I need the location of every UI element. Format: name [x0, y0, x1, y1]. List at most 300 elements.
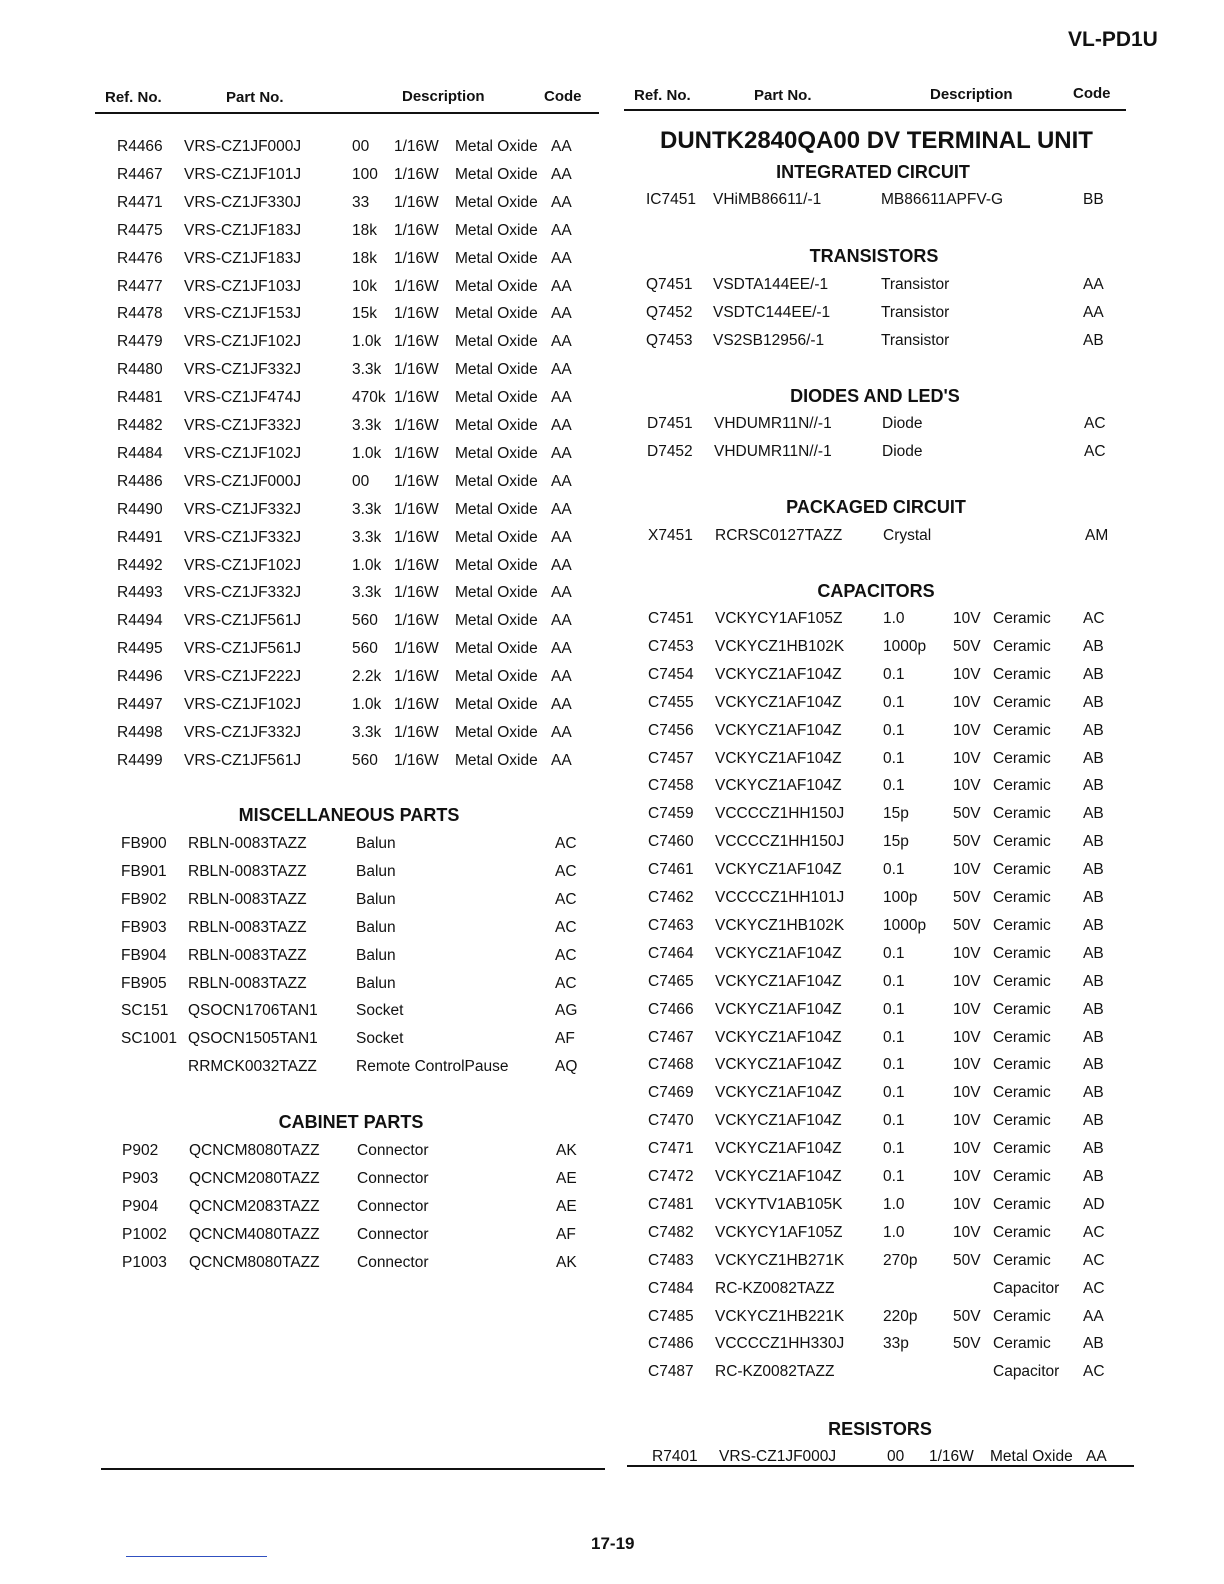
- cell-ref: C7485: [648, 1307, 694, 1325]
- cell-part: QCNCM2080TAZZ: [189, 1169, 320, 1187]
- cell-code: AA: [551, 193, 572, 211]
- cell-ref: R4480: [117, 361, 163, 379]
- cell-val: 3.3k: [352, 417, 382, 434]
- cell-code: AC: [555, 890, 577, 908]
- cell-ref: FB904: [121, 946, 167, 964]
- cell-desc: Metal Oxide: [455, 696, 538, 713]
- cell-desc: Metal Oxide: [455, 305, 538, 323]
- cell-code: AA: [551, 640, 572, 658]
- cell-part: VCKYCZ1HB102K: [715, 916, 845, 934]
- cell-val: 00: [887, 1448, 905, 1465]
- cell-desc: Balun: [356, 974, 396, 992]
- cell-code: AA: [551, 277, 572, 295]
- cell-code: AB: [1083, 1335, 1104, 1353]
- cell-volt: 10V: [953, 1195, 981, 1213]
- cell-desc: Ceramic: [993, 693, 1051, 711]
- cell-desc: Metal Oxide: [455, 193, 538, 211]
- cell-part: RC-KZ0082TAZZ: [715, 1363, 835, 1381]
- cell-val: 0.1: [883, 749, 905, 767]
- cell-part: VCKYCZ1AF104Z: [715, 861, 842, 879]
- cell-code: AA: [551, 138, 572, 155]
- cell-volt: 10V: [953, 944, 981, 962]
- cell-ref: C7456: [648, 721, 694, 739]
- cell-watt: 1/16W: [394, 668, 439, 686]
- cell-code: AA: [551, 165, 572, 183]
- cell-part: RCRSC0127TAZZ: [715, 527, 843, 544]
- cell-desc: Metal Oxide: [455, 640, 538, 658]
- cell-desc: Ceramic: [993, 1251, 1051, 1269]
- cell-volt: 10V: [953, 1168, 981, 1185]
- cell-desc: Balun: [356, 918, 396, 936]
- cell-ref: C7464: [648, 944, 694, 962]
- cell-val: 0.1: [883, 1000, 905, 1018]
- cell-code: AA: [551, 333, 572, 351]
- cell-part: RBLN-0083TAZZ: [188, 835, 307, 852]
- cell-desc: Metal Oxide: [455, 165, 538, 183]
- cell-val: 1.0k: [352, 333, 382, 351]
- cell-desc: Balun: [356, 946, 396, 964]
- cell-val: 1000p: [883, 637, 927, 655]
- cell-val: 0.1: [883, 944, 905, 962]
- cell-ref: R4498: [117, 723, 163, 741]
- cell-code: AC: [1084, 443, 1106, 460]
- cell-ref: R4481: [117, 389, 163, 407]
- cell-volt: 10V: [953, 1084, 981, 1102]
- cell-val: 00: [352, 472, 370, 490]
- cell-code: AA: [551, 612, 572, 630]
- cell-code: AB: [1083, 1140, 1104, 1158]
- cell-part: QSOCN1706TAN1: [188, 1002, 318, 1020]
- cell-desc: Metal Oxide: [455, 723, 538, 741]
- cell-ref: R4478: [117, 305, 163, 323]
- cell-desc: Diode: [882, 443, 923, 460]
- cell-part: VCKYCZ1AF104Z: [715, 665, 842, 683]
- cell-part: VRS-CZ1JF222J: [184, 668, 302, 686]
- cell-code: AA: [551, 221, 572, 239]
- cell-ref: C7453: [648, 637, 694, 655]
- cell-code: AA: [551, 668, 572, 686]
- cell-part: VRS-CZ1JF561J: [184, 640, 302, 658]
- cell-code: AA: [1083, 276, 1104, 293]
- cell-ref: C7451: [648, 610, 694, 627]
- cell-code: AQ: [555, 1058, 578, 1076]
- cell-part: QCNCM2083TAZZ: [189, 1197, 320, 1215]
- cell-watt: 1/16W: [394, 528, 439, 546]
- cell-code: AA: [1083, 1307, 1104, 1325]
- cell-ref: R4471: [117, 193, 163, 211]
- cell-part: VCKYCZ1AF104Z: [715, 693, 842, 711]
- cell-part: VRS-CZ1JF332J: [184, 417, 302, 434]
- cell-part: RBLN-0083TAZZ: [188, 918, 307, 936]
- cell-ref: C7484: [648, 1279, 694, 1297]
- cell-desc: Ceramic: [993, 1140, 1051, 1158]
- cell-code: AB: [1083, 805, 1104, 823]
- section-title-diodes: DIODES AND LED'S: [790, 386, 960, 406]
- cell-desc: Metal Oxide: [990, 1448, 1073, 1465]
- cell-ref: C7460: [648, 833, 694, 851]
- cell-code: AC: [1083, 1363, 1105, 1381]
- cell-ref: D7452: [647, 443, 693, 460]
- cell-desc: Ceramic: [993, 665, 1051, 683]
- cell-ref: FB903: [121, 918, 167, 936]
- model-number: VL-PD1U: [1068, 28, 1158, 51]
- section-title-cabinet: CABINET PARTS: [278, 1112, 424, 1132]
- cell-desc: Ceramic: [993, 721, 1051, 739]
- cell-volt: 10V: [953, 1056, 981, 1074]
- cell-part: VCKYCZ1AF104Z: [715, 749, 842, 767]
- cell-part: RBLN-0083TAZZ: [188, 890, 307, 908]
- cell-part: VCKYCZ1AF104Z: [715, 1056, 842, 1074]
- cell-ref: C7486: [648, 1335, 694, 1353]
- cell-ref: C7469: [648, 1084, 694, 1102]
- cell-desc: Metal Oxide: [455, 668, 538, 686]
- cell-val: 2.2k: [352, 668, 382, 686]
- cell-volt: 10V: [953, 972, 981, 990]
- cell-desc: Balun: [356, 862, 396, 880]
- cell-code: AB: [1083, 916, 1104, 934]
- cell-part: RRMCK0032TAZZ: [188, 1058, 317, 1076]
- cell-ref: C7481: [648, 1195, 694, 1213]
- cell-val: 1000p: [883, 916, 927, 934]
- cell-code: AB: [1083, 833, 1104, 851]
- cell-ref: D7451: [647, 415, 693, 432]
- cell-code: AA: [551, 472, 572, 490]
- cell-ref: FB900: [121, 835, 167, 852]
- cell-val: 15p: [883, 833, 909, 851]
- cell-volt: 10V: [953, 610, 981, 627]
- cell-ref: FB901: [121, 862, 167, 880]
- cell-code: AF: [555, 1030, 575, 1048]
- cell-val: 560: [352, 612, 378, 630]
- cell-ref: C7487: [648, 1363, 694, 1381]
- cell-desc: Connector: [357, 1225, 429, 1243]
- cell-part: VRS-CZ1JF332J: [184, 528, 302, 546]
- cell-desc: Metal Oxide: [455, 138, 538, 155]
- header-desc-left: Description: [402, 88, 485, 105]
- cell-volt: 10V: [953, 693, 981, 711]
- cell-code: AC: [555, 974, 577, 992]
- cell-code: AA: [551, 417, 572, 434]
- cell-code: AA: [551, 751, 572, 769]
- cell-part: VRS-CZ1JF103J: [184, 277, 302, 295]
- cell-volt: 10V: [953, 1000, 981, 1018]
- cell-desc: Diode: [882, 415, 923, 432]
- cell-desc: Connector: [357, 1169, 429, 1187]
- cell-desc: Metal Oxide: [455, 528, 538, 546]
- cell-desc: Metal Oxide: [455, 556, 538, 574]
- cell-desc: Connector: [357, 1142, 429, 1159]
- cell-ref: R4479: [117, 333, 163, 351]
- cell-ref: R4482: [117, 417, 163, 434]
- cell-ref: R4477: [117, 277, 163, 295]
- cell-val: 0.1: [883, 721, 905, 739]
- cell-part: VRS-CZ1JF000J: [719, 1448, 837, 1465]
- cell-desc: Metal Oxide: [455, 612, 538, 630]
- cell-val: 1.0: [883, 1223, 905, 1241]
- cell-val: 0.1: [883, 1168, 905, 1185]
- cell-code: BB: [1083, 191, 1104, 208]
- header-part-right: Part No.: [754, 87, 812, 104]
- cell-part: VRS-CZ1JF332J: [184, 361, 302, 379]
- cell-desc: Metal Oxide: [455, 444, 538, 462]
- cell-part: QCNCM8080TAZZ: [189, 1253, 320, 1271]
- cell-volt: 50V: [953, 1335, 981, 1353]
- cell-code: AG: [555, 1002, 578, 1020]
- header-rule-left: [95, 112, 599, 114]
- cell-val: 1.0k: [352, 696, 382, 713]
- cell-ref: SC151: [121, 1002, 169, 1020]
- cell-code: AA: [551, 584, 572, 602]
- cell-val: 470k: [352, 389, 386, 407]
- cell-part: VCKYTV1AB105K: [715, 1195, 843, 1213]
- header-ref-left: Ref. No.: [105, 89, 162, 106]
- cell-desc: Capacitor: [993, 1363, 1060, 1381]
- cell-part: RBLN-0083TAZZ: [188, 974, 307, 992]
- cell-part: VHDUMR11N//-1: [714, 415, 832, 432]
- cell-desc: Socket: [356, 1030, 404, 1048]
- cell-val: 1.0k: [352, 556, 382, 574]
- cell-code: AE: [556, 1197, 577, 1215]
- cell-desc: Ceramic: [993, 610, 1051, 627]
- cell-val: 100: [352, 165, 378, 183]
- cell-val: 220p: [883, 1307, 918, 1325]
- cell-desc: Ceramic: [993, 1168, 1051, 1185]
- cell-ref: C7463: [648, 916, 694, 934]
- cell-desc: Ceramic: [993, 1307, 1051, 1325]
- cell-code: AA: [551, 249, 572, 267]
- cell-watt: 1/16W: [394, 472, 439, 490]
- cell-volt: 50V: [953, 889, 981, 906]
- cell-ref: C7457: [648, 749, 694, 767]
- cell-code: AB: [1083, 889, 1104, 906]
- cell-ref: R4495: [117, 640, 163, 658]
- cell-val: 0.1: [883, 1112, 905, 1130]
- cell-ref: C7471: [648, 1140, 694, 1158]
- cell-ref: C7466: [648, 1000, 694, 1018]
- cell-watt: 1/16W: [394, 417, 439, 434]
- cell-desc: Ceramic: [993, 1000, 1051, 1018]
- cell-val: 1.0k: [352, 444, 382, 462]
- cell-part: RC-KZ0082TAZZ: [715, 1279, 835, 1297]
- cell-part: VCKYCZ1AF104Z: [715, 1168, 842, 1185]
- cell-code: AF: [556, 1225, 576, 1243]
- cell-code: AB: [1083, 332, 1104, 349]
- cell-ref: R4475: [117, 221, 163, 239]
- cell-ref: P904: [122, 1197, 159, 1215]
- cell-ref: X7451: [648, 527, 693, 544]
- cell-watt: 1/16W: [394, 361, 439, 379]
- cell-val: 3.3k: [352, 723, 382, 741]
- section-title-resistors: RESISTORS: [828, 1419, 932, 1439]
- unit-title: DUNTK2840QA00 DV TERMINAL UNIT: [660, 127, 1093, 154]
- cell-volt: 10V: [953, 1112, 981, 1130]
- cell-val: 00: [352, 138, 370, 155]
- cell-volt: 10V: [953, 665, 981, 683]
- cell-val: 0.1: [883, 1028, 905, 1046]
- cell-val: 0.1: [883, 693, 905, 711]
- header-code-left: Code: [544, 88, 582, 105]
- cell-desc: Ceramic: [993, 1223, 1051, 1241]
- page-number: 17-19: [591, 1534, 635, 1553]
- cell-part: VRS-CZ1JF330J: [184, 193, 302, 211]
- header-part-left: Part No.: [226, 89, 284, 106]
- cell-code: AC: [1083, 1223, 1105, 1241]
- cell-part: VCCCCZ1HH150J: [715, 805, 845, 823]
- cell-desc: Ceramic: [993, 972, 1051, 990]
- cell-val: 15p: [883, 805, 909, 823]
- cell-watt: 1/16W: [394, 138, 439, 155]
- cell-code: AB: [1083, 1056, 1104, 1074]
- footer-rule-right: [627, 1465, 1134, 1467]
- cell-part: VCKYCZ1AF104Z: [715, 1140, 842, 1158]
- cell-watt: 1/16W: [394, 249, 439, 267]
- cell-part: VCKYCZ1AF104Z: [715, 1084, 842, 1102]
- cell-part: VRS-CZ1JF102J: [184, 333, 302, 351]
- cell-code: AD: [1083, 1195, 1105, 1213]
- cell-val: 3.3k: [352, 528, 382, 546]
- cell-ref: C7468: [648, 1056, 694, 1074]
- cell-watt: 1/16W: [394, 277, 439, 295]
- header-rule-right: [624, 109, 1126, 111]
- header-code-right: Code: [1073, 85, 1111, 102]
- header-ref-right: Ref. No.: [634, 87, 691, 104]
- cell-val: 33: [352, 193, 370, 211]
- cell-desc: Balun: [356, 890, 396, 908]
- cell-code: AB: [1083, 1000, 1104, 1018]
- cell-desc: Ceramic: [993, 777, 1051, 795]
- cell-part: VCKYCZ1AF104Z: [715, 777, 842, 795]
- cell-desc: Ceramic: [993, 1028, 1051, 1046]
- cell-desc: Metal Oxide: [455, 277, 538, 295]
- cell-desc: Capacitor: [993, 1279, 1060, 1297]
- cell-code: AA: [1083, 304, 1104, 321]
- cell-part: VHiMB86611/-1: [713, 191, 822, 208]
- cell-ref: C7465: [648, 972, 694, 990]
- cell-code: AC: [555, 835, 577, 852]
- cell-ref: R4497: [117, 696, 163, 713]
- cell-desc: Ceramic: [993, 749, 1051, 767]
- cell-val: 10k: [352, 277, 377, 295]
- cell-val: 0.1: [883, 1084, 905, 1102]
- cell-ref: C7455: [648, 693, 694, 711]
- cell-part: VRS-CZ1JF332J: [184, 500, 302, 518]
- cell-code: AC: [1083, 610, 1105, 627]
- cell-desc: Transistor: [881, 276, 950, 293]
- cell-ref: R4499: [117, 751, 163, 769]
- cell-desc: Metal Oxide: [455, 389, 538, 407]
- cell-part: VRS-CZ1JF153J: [184, 305, 302, 323]
- cell-part: VCKYCZ1AF104Z: [715, 1112, 842, 1130]
- footer-rule-left: [101, 1468, 605, 1470]
- cell-part: VRS-CZ1JF000J: [184, 472, 302, 490]
- cell-watt: 1/16W: [929, 1448, 974, 1465]
- cell-desc: Metal Oxide: [455, 472, 538, 490]
- cell-ref: IC7451: [646, 191, 696, 208]
- cell-ref: P1002: [122, 1225, 167, 1243]
- cell-watt: 1/16W: [394, 500, 439, 518]
- cell-desc: Connector: [357, 1253, 429, 1271]
- cell-part: RBLN-0083TAZZ: [188, 862, 307, 880]
- cell-volt: 50V: [953, 1307, 981, 1325]
- cell-ref: R4492: [117, 556, 163, 574]
- cell-ref: FB902: [121, 890, 167, 908]
- cell-part: VSDTA144EE/-1: [713, 276, 829, 293]
- cell-watt: 1/16W: [394, 696, 439, 713]
- cell-part: VRS-CZ1JF561J: [184, 612, 302, 630]
- cell-watt: 1/16W: [394, 389, 439, 407]
- cell-volt: 10V: [953, 861, 981, 879]
- cell-ref: FB905: [121, 974, 167, 992]
- cell-watt: 1/16W: [394, 612, 439, 630]
- cell-code: AK: [556, 1253, 577, 1271]
- cell-part: VS2SB12956/-1: [713, 332, 825, 349]
- cell-desc: Ceramic: [993, 861, 1051, 879]
- cell-ref: C7470: [648, 1112, 694, 1130]
- cell-val: 1.0: [883, 1195, 905, 1213]
- cell-watt: 1/16W: [394, 556, 439, 574]
- cell-part: RBLN-0083TAZZ: [188, 946, 307, 964]
- cell-part: VCKYCY1AF105Z: [715, 1223, 843, 1241]
- cell-desc: Metal Oxide: [455, 751, 538, 769]
- cell-code: AC: [1083, 1251, 1105, 1269]
- cell-watt: 1/16W: [394, 221, 439, 239]
- cell-code: AB: [1083, 693, 1104, 711]
- cell-code: AB: [1083, 1112, 1104, 1130]
- cell-val: 560: [352, 640, 378, 658]
- cell-desc: Metal Oxide: [455, 333, 538, 351]
- cell-code: AA: [551, 361, 572, 379]
- section-title-ic: INTEGRATED CIRCUIT: [776, 162, 970, 182]
- cell-watt: 1/16W: [394, 751, 439, 769]
- cell-watt: 1/16W: [394, 305, 439, 323]
- cell-part: VCKYCZ1HB102K: [715, 637, 845, 655]
- cell-code: AB: [1083, 944, 1104, 962]
- cell-part: VRS-CZ1JF102J: [184, 444, 302, 462]
- cell-desc: Transistor: [881, 304, 950, 321]
- cell-desc: Ceramic: [993, 916, 1051, 934]
- cell-desc: Ceramic: [993, 1112, 1051, 1130]
- cell-desc: Ceramic: [993, 1195, 1051, 1213]
- cell-desc: MB86611APFV-G: [881, 191, 1004, 208]
- cell-val: 3.3k: [352, 500, 382, 518]
- cell-volt: 10V: [953, 1140, 981, 1158]
- cell-part: VRS-CZ1JF102J: [184, 696, 302, 713]
- cell-part: VHDUMR11N//-1: [714, 443, 832, 460]
- cell-volt: 10V: [953, 1223, 981, 1241]
- cell-code: AA: [551, 556, 572, 574]
- cell-val: 33p: [883, 1335, 909, 1353]
- cell-code: AB: [1083, 637, 1104, 655]
- cell-watt: 1/16W: [394, 723, 439, 741]
- cell-ref: R4467: [117, 165, 163, 183]
- cell-code: AB: [1083, 972, 1104, 990]
- cell-ref: P903: [122, 1169, 159, 1187]
- cell-desc: Ceramic: [993, 805, 1051, 823]
- cell-ref: R4494: [117, 612, 163, 630]
- cell-code: AA: [551, 696, 572, 713]
- cell-ref: R4496: [117, 668, 163, 686]
- cell-watt: 1/16W: [394, 444, 439, 462]
- cell-code: AB: [1083, 861, 1104, 879]
- cell-desc: Metal Oxide: [455, 584, 538, 602]
- cell-volt: 50V: [953, 1251, 981, 1269]
- cell-ref: R4493: [117, 584, 163, 602]
- cell-watt: 1/16W: [394, 584, 439, 602]
- cell-watt: 1/16W: [394, 193, 439, 211]
- cell-code: AB: [1083, 777, 1104, 795]
- cell-code: AC: [1084, 415, 1106, 432]
- cell-part: VRS-CZ1JF000J: [184, 138, 302, 155]
